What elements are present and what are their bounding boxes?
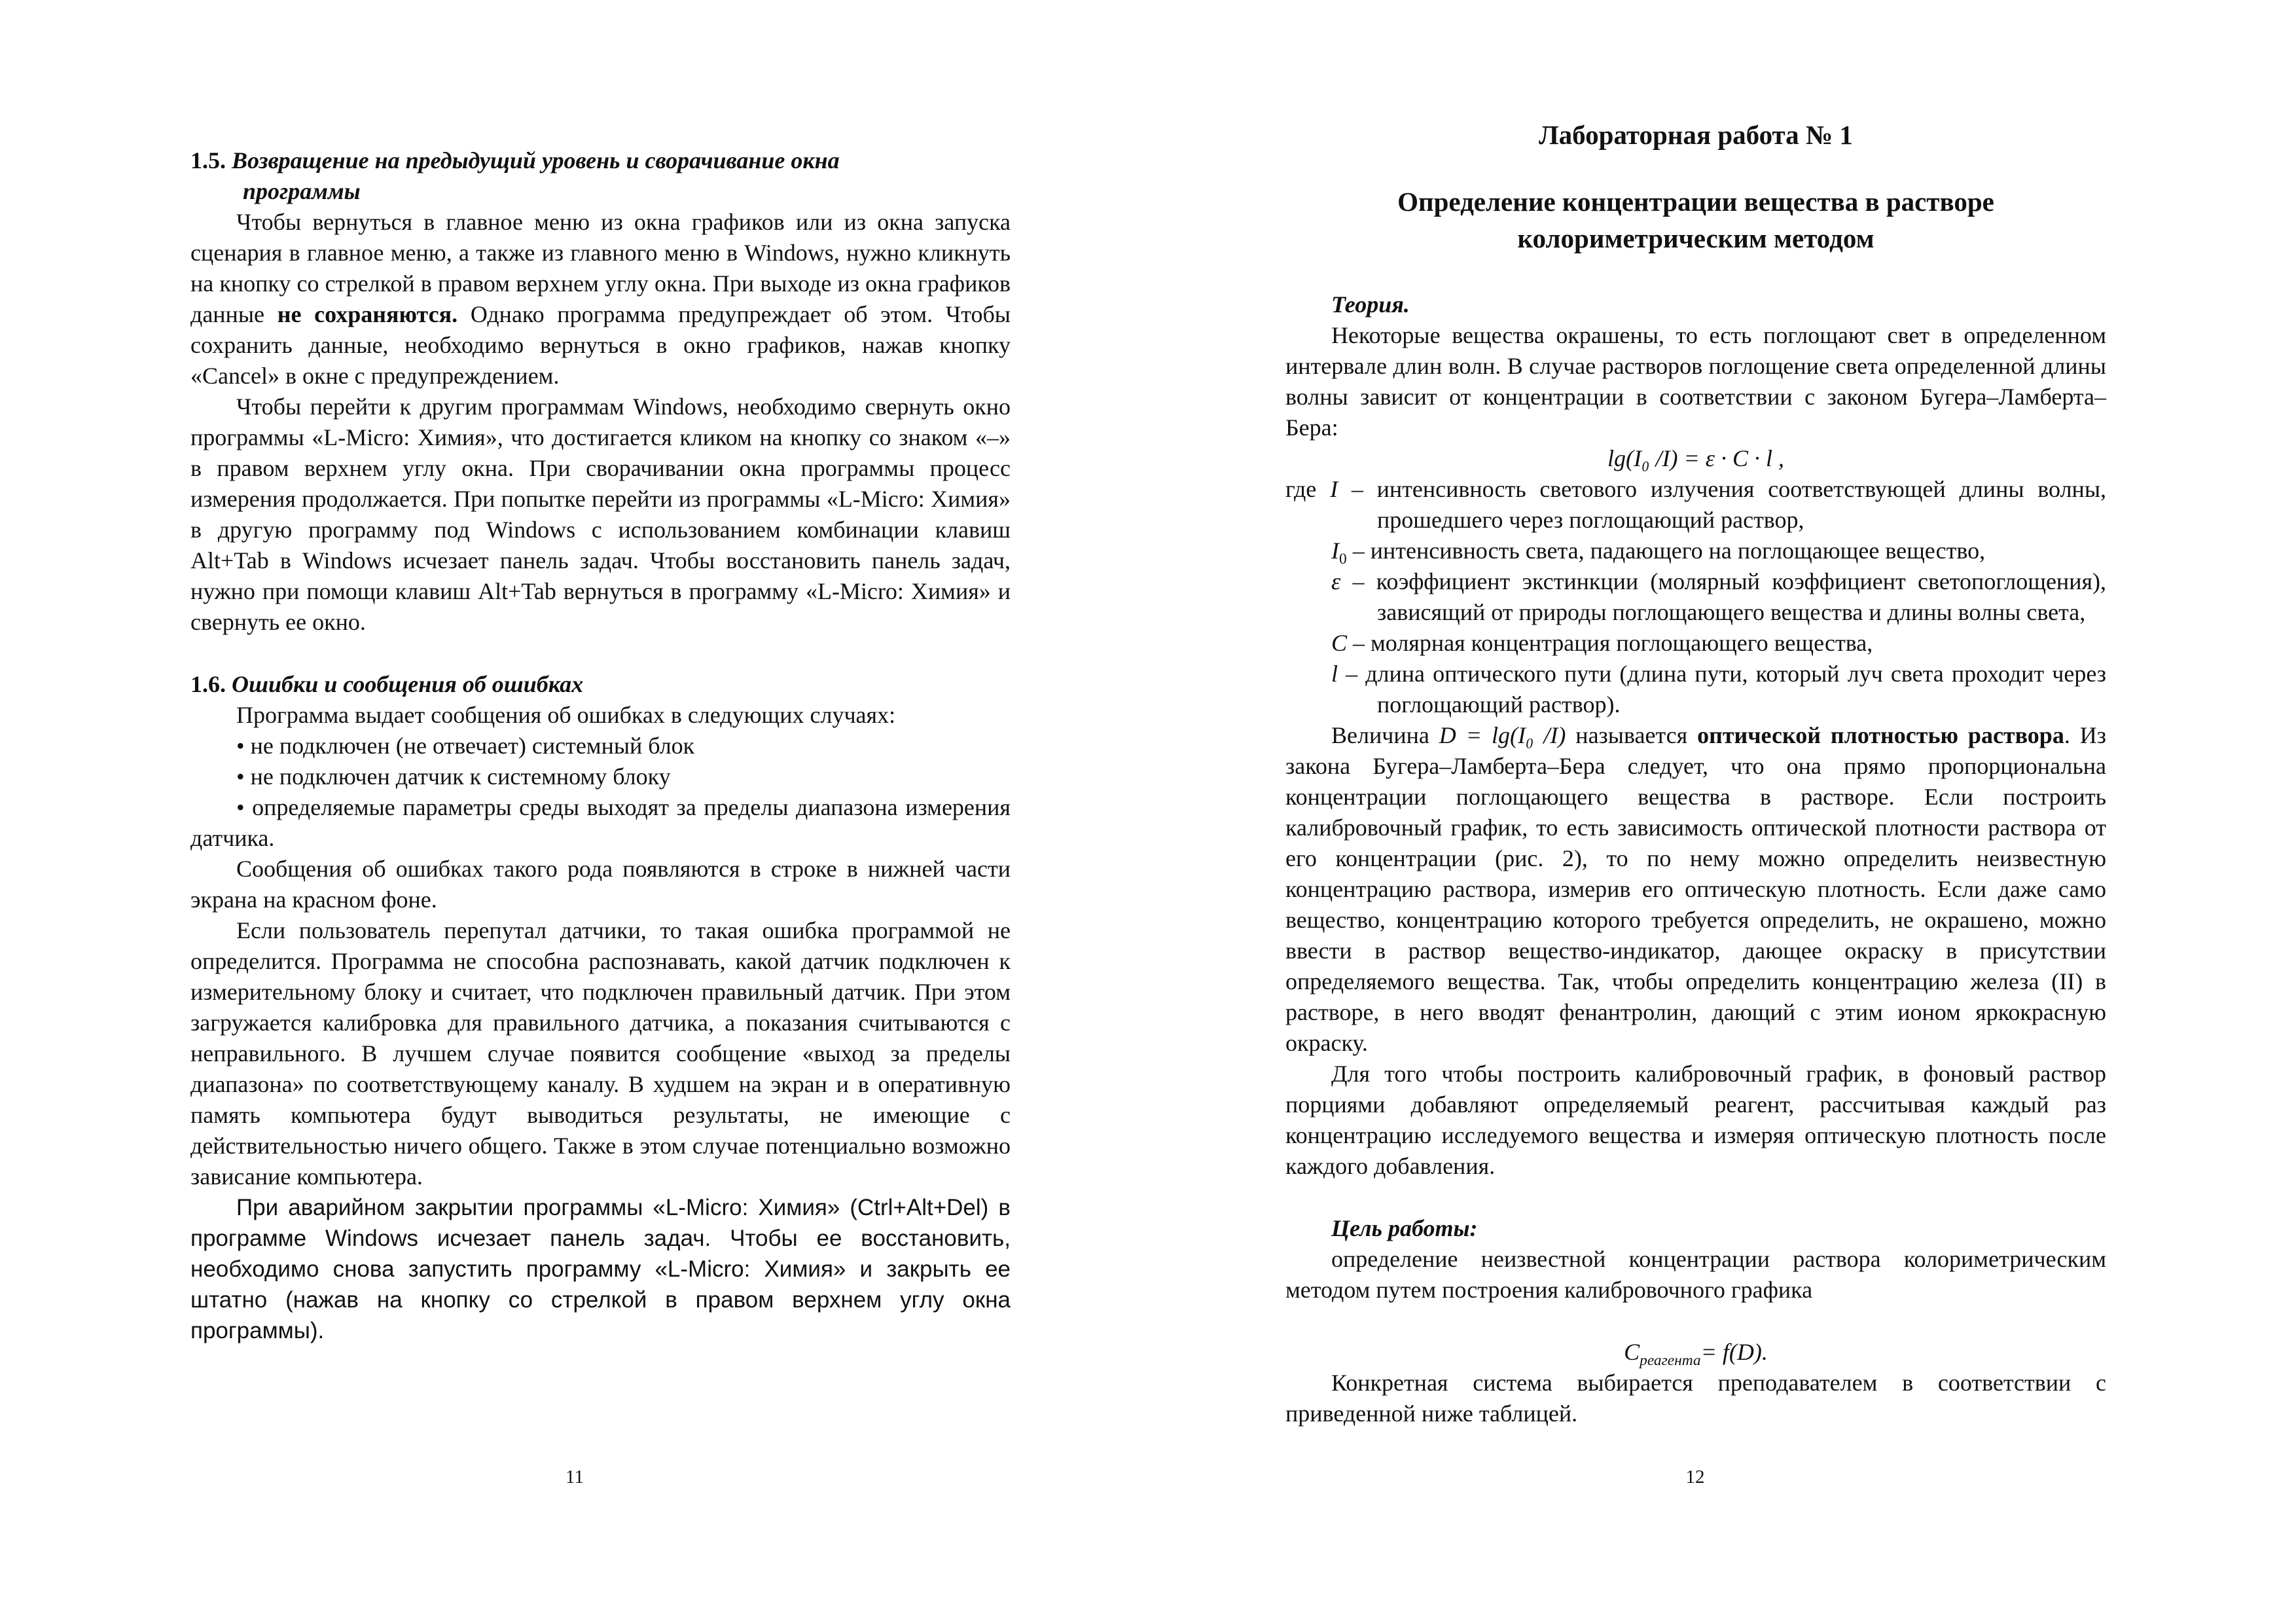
right-page-text xyxy=(1285,117,2106,1429)
list-item: • не подключен датчик к системному блоку xyxy=(236,763,671,790)
spacer xyxy=(1285,257,2106,289)
bold-term: оптической плотностью раствора xyxy=(1697,722,2064,748)
subscript: 0 xyxy=(1339,551,1347,568)
bold-text: не сохраняются. xyxy=(277,301,458,327)
text: – молярная концентрация поглощающего вещества, xyxy=(1347,630,1873,656)
text: . Из закона Бугера–Ламберта–Бера следует, что она прямо пропорциональна концентрации поглощающего вещества в растворе. Если построить калибровочный график, то есть зависимость оптической плотности раствора от его концентрации (рис. 2), то по нему можно определить неизвестную концентрацию раствора, измерив его оптическую плотность. Если даже само вещество, концентрацию которого требуется определить, не окрашено, можно ввести в раствор вещество-индикатор, дающее окраску в присутствии определяемого вещества. Так, чтобы определить концентрацию железа (II) в растворе, в него вводят фенантролин, дающий с этим ионом яркокрасную окраску. xyxy=(1285,722,2106,1056)
text: Чтобы вернуться в главное меню из окна графиков или из окна запуска сценария в главное меню, а также из главного меню в Windows, нужно кликнуть на кнопку со стрелкой в правом верхнем углу окна. При выходе из окна графиков данные xyxy=(190,209,1011,327)
definition-I xyxy=(1285,474,2106,536)
paragraph xyxy=(190,207,1011,392)
paragraph: Если пользователь перепутал датчики, то такая ошибка программой не определится. Программа не способна распознавать, какой датчик подключен к измерительному блоку и считает, что подключен правильный датчик. При этом загружается калибровка для правильного датчика, а показания считываются с неправильного. В лучшем случае появится сообщение «выход за пределы диапазона» по соответствующему каналу. В худшем на экран и в оперативную память компьютера будут выводиться результаты, не имеющие с действительностью ничего общего. Также в этом случае потенциально возможно зависание компьютера. xyxy=(190,917,1011,1190)
section-title-cont: программы xyxy=(243,178,361,204)
paragraph: Чтобы перейти к другим программам Windows, необходимо свернуть окно программы «L-Micro: Химия», что достигается кликом на кнопку со знаком «–» в правом верхнем углу окна. При сворачивании окна программы процесс измерения продолжается. При попытке перейти из программы «L-Micro: Химия» в другую программу под Windows с использованием комбинации клавиш Alt+Tab в Windows исчезает панель задач. Чтобы восстановить панель задач, нужно при помощи клавиш Alt+Tab вернуться в программу «L-Micro: Химия» и свернуть ее окно. xyxy=(190,393,1011,635)
lab-title: Лабораторная работа № 1 xyxy=(1539,120,1853,150)
list-item: • не подключен (не отвечает) системный блок xyxy=(236,733,695,759)
formula-inline: D = lg(I₀ /I) xyxy=(1439,722,1566,748)
spacer xyxy=(1285,153,2106,183)
right-page xyxy=(1148,0,2296,1623)
definition-l xyxy=(1285,659,2106,720)
spacer xyxy=(1285,1182,2106,1213)
symbol: I xyxy=(1330,476,1338,502)
section-number: 1.6. xyxy=(190,671,226,697)
paragraph-optical-density xyxy=(1285,720,2106,1059)
lab-subtitle-line: колориметрическим методом xyxy=(1517,223,1874,253)
lab-subtitle-line: Определение концентрации вещества в растворе xyxy=(1397,187,1994,217)
left-page-text xyxy=(190,145,1011,1346)
text: – интенсивность светового излучения соответствующей длины волны, прошедшего через поглощающий раствор, xyxy=(1338,476,2106,533)
paragraph: Программа выдает сообщения об ошибках в следующих случаях: xyxy=(236,702,896,728)
paragraph: Сообщения об ошибках такого рода появляются в строке в нижней части экрана на красном фоне. xyxy=(190,856,1011,913)
symbol: ε xyxy=(1331,568,1341,594)
text: = f(D). xyxy=(1700,1339,1768,1365)
spacer xyxy=(1285,1305,2106,1337)
page-number: 11 xyxy=(565,1467,584,1487)
section-title: Ошибки и сообщения об ошибках xyxy=(232,671,584,697)
page-number: 12 xyxy=(1685,1467,1705,1487)
text: – интенсивность света, падающего на поглощающее вещество, xyxy=(1346,538,1986,564)
subscript: реагента xyxy=(1640,1352,1701,1370)
text: Величина xyxy=(1331,722,1439,748)
definition-C xyxy=(1285,628,2106,659)
paragraph-emphasis: При аварийном закрытии программы «L-Micro: Химия» (Ctrl+Alt+Del) в программе Windows исчезает панель задач. Чтобы ее восстановить, необходимо снова запустить программу «L-Micro: Химия» и закрыть ее штатно (нажав на кнопку со стрелкой в правом верхнем углу окна программы). xyxy=(190,1195,1011,1343)
text: – длина оптического пути (длина пути, который луч света проходит через поглощающий раствор). xyxy=(1338,661,2106,718)
symbol: I xyxy=(1331,538,1339,564)
definition-epsilon xyxy=(1285,566,2106,628)
paragraph: Некоторые вещества окрашены, то есть поглощают свет в определенном интервале длин волн. В случае растворов поглощение света определенной длины волны зависит от концентрации в соответствии с законом Бугера–Ламберта–Бера: xyxy=(1285,322,2106,441)
text: Однако программа предупреждает об этом. Чтобы сохранить данные, необходимо вернуться в окно графиков, нажав кнопку «Cancel» в окне с предупреждением. xyxy=(190,301,1011,389)
symbol: C xyxy=(1624,1339,1640,1365)
symbol: C xyxy=(1331,630,1348,656)
section-1-5-heading xyxy=(190,145,1011,207)
formula-beer-lambert: lg(I₀ /I) = ε · C · l , xyxy=(1607,445,1784,471)
section-1-6-heading xyxy=(190,669,1011,700)
section-title: Возвращение на предыдущий уровень и сворачивание окна xyxy=(232,147,840,173)
text: называется xyxy=(1566,722,1698,748)
definition-I0 xyxy=(1285,536,2106,566)
symbol: l xyxy=(1331,661,1338,687)
spacer xyxy=(190,638,1011,669)
lab-subtitle xyxy=(1285,183,2106,257)
section-number: 1.5. xyxy=(190,147,226,173)
theory-label: Теория. xyxy=(1331,291,1410,318)
text: – коэффициент экстинкции (молярный коэффициент светопоглощения), зависящий от природы поглощающего вещества и длины волны света, xyxy=(1340,568,2106,625)
formula-calibration xyxy=(1285,1337,2106,1368)
goal-label: Цель работы: xyxy=(1331,1215,1478,1241)
text: где xyxy=(1285,476,1317,502)
paragraph: Конкретная система выбирается преподавателем в соответствии с приведенной ниже таблицей. xyxy=(1285,1370,2106,1427)
paragraph: Для того чтобы построить калибровочный график, в фоновый раствор порциями добавляют определяемый реагент, рассчитывая каждый раз концентрацию исследуемого вещества и измеряя оптическую плотность после каждого добавления. xyxy=(1285,1061,2106,1179)
list-item: • определяемые параметры среды выходят за пределы диапазона измерения датчика. xyxy=(190,794,1011,851)
paragraph: определение неизвестной концентрации раствора колориметрическим методом путем построения калибровочного графика xyxy=(1285,1246,2106,1303)
